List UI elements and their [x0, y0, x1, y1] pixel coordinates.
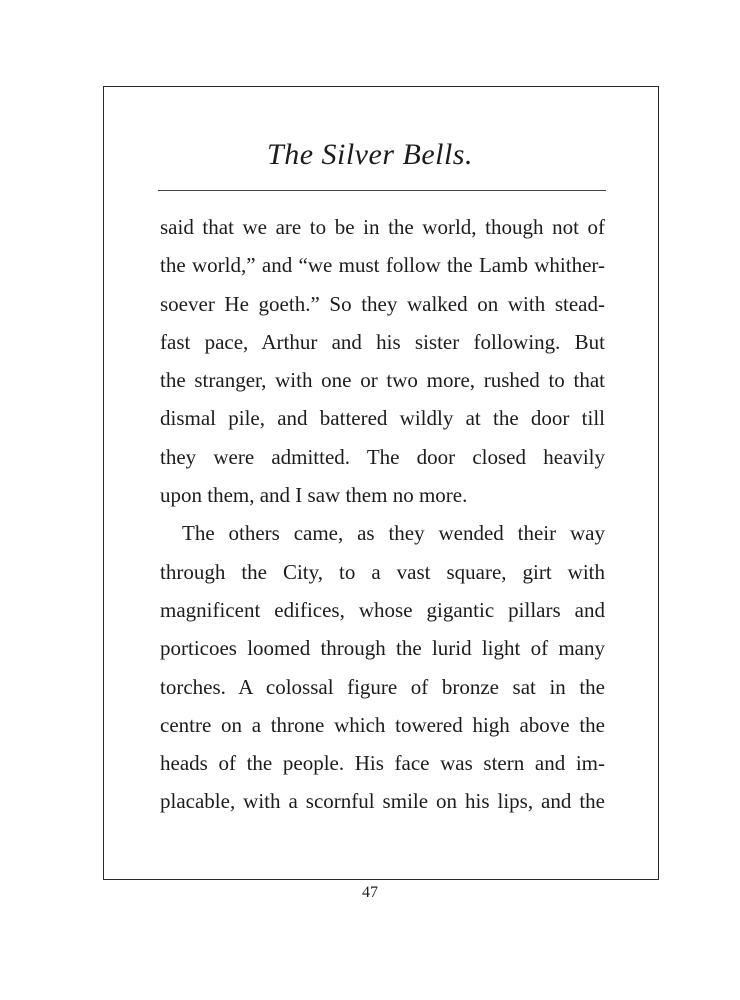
text-line: The others came, as they wended their way — [182, 521, 605, 546]
text-line: dismal pile, and battered wildly at the door till — [160, 406, 605, 431]
text-line: through the City, to a vast square, girt with — [160, 559, 605, 584]
text-line: soever He goeth.” So they walked on with stead- — [160, 291, 605, 316]
text-line: the stranger, with one or two more, rushed to that — [160, 368, 605, 393]
text-line: centre on a throne which towered high above the — [160, 712, 605, 737]
running-head: The Silver Bells. — [267, 138, 473, 171]
text-line: torches. A colossal figure of bronze sat in the — [160, 674, 605, 699]
page-number: 47 — [362, 884, 378, 901]
text-line: they were admitted. The door closed heavily — [160, 444, 605, 469]
header-rule — [158, 190, 606, 191]
text-line: magnificent edifices, whose gigantic pillars and — [160, 597, 605, 622]
text-line: said that we are to be in the world, though not of — [160, 215, 605, 239]
text-line: porticoes loomed through the lurid light of many — [160, 636, 605, 661]
body-text — [160, 208, 605, 821]
text-line: heads of the people. His face was stern and im- — [160, 751, 605, 776]
text-line: the world,” and “we must follow the Lamb whither- — [160, 253, 605, 278]
text-line: placable, with a scornful smile on his lips, and the — [160, 789, 605, 814]
text-line: upon them, and I saw them no more. — [160, 483, 468, 508]
text-line: fast pace, Arthur and his sister following. But — [160, 329, 605, 354]
